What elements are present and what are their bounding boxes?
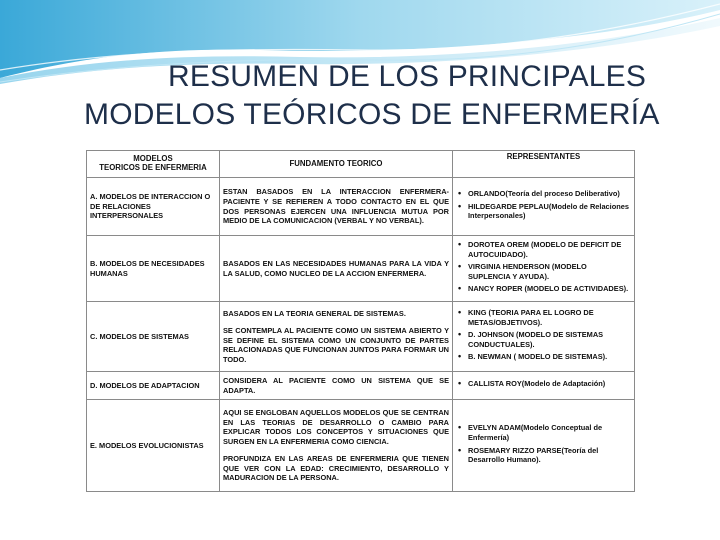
table-row — [87, 178, 635, 236]
representantes-list — [456, 379, 631, 389]
representante-item: • KING (TEORIA PARA EL LOGRO DE METAS/OBJETIVOS). — [468, 308, 631, 327]
representantes-cell — [453, 400, 635, 492]
fundamento-text: CONSIDERA AL PACIENTE COMO UN SISTEMA QUE SE ADAPTA. — [223, 375, 449, 395]
representantes-cell — [453, 236, 635, 302]
title-line-2: MODELOS TEÓRICOS DE ENFERMERÍA — [84, 98, 660, 131]
table-row — [87, 236, 635, 302]
header-models-line-1: MODELOS — [133, 154, 173, 164]
table-row — [87, 302, 635, 372]
models-table — [86, 150, 635, 492]
representantes-cell — [453, 178, 635, 236]
table-row — [87, 400, 635, 492]
model-name: B. MODELOS DE NECESIDADES HUMANAS — [87, 236, 220, 302]
representante-item: • EVELYN ADAM(Modelo Conceptual de Enfermería) — [468, 423, 631, 442]
representantes-cell — [453, 372, 635, 400]
representantes-list — [456, 189, 631, 221]
header-models — [87, 151, 220, 178]
fundamento-text: BASADOS EN LAS NECESIDADES HUMANAS PARA LA VIDA Y LA SALUD, COMO NUCLEO DE LA ACCION ENFERMERA. — [223, 258, 449, 278]
fundamento-text: PROFUNDIZA EN LAS AREAS DE ENFERMERIA QUE TIENEN QUE VER CON LA EDAD: CRECIMIENTO, DESARROLLO Y MADURACION DE LA PERSONA. — [223, 454, 449, 483]
table-header-row — [87, 151, 635, 178]
table-row — [87, 372, 635, 400]
representante-item: • DOROTEA OREM (MODELO DE DEFICIT DE AUTOCUIDADO). — [468, 240, 631, 259]
representante-item: • ROSEMARY RIZZO PARSE(Teoría del Desarrollo Humano). — [468, 446, 631, 465]
representante-item: • NANCY ROPER (MODELO DE ACTIVIDADES). — [468, 284, 631, 294]
fundamento-cell — [220, 302, 453, 372]
model-name: E. MODELOS EVOLUCIONISTAS — [87, 400, 220, 492]
header-models-line-2: TEORICOS DE ENFERMERIA — [99, 163, 207, 172]
representantes-list — [456, 240, 631, 294]
fundamento-cell — [220, 236, 453, 302]
representantes-list — [456, 423, 631, 464]
representante-item: • ORLANDO(Teoría del proceso Deliberativo) — [468, 189, 631, 199]
header-fundamento: FUNDAMENTO TEORICO — [220, 151, 453, 178]
fundamento-cell — [220, 372, 453, 400]
fundamento-text: SE CONTEMPLA AL PACIENTE COMO UN SISTEMA ABIERTO Y SE DEFINE EL SISTEMA COMO UN CONJUNTO DE PARTES RELACIONADAS QUE FUNCIONAN JUNTOS PARA FORMAR UN TODO. — [223, 326, 449, 364]
representante-item: • CALLISTA ROY(Modelo de Adaptación) — [468, 379, 631, 389]
page-title — [0, 58, 720, 134]
model-name: A. MODELOS DE INTERACCION O DE RELACIONES INTERPERSONALES — [87, 178, 220, 236]
title-line-1: RESUMEN DE LOS PRINCIPALES — [168, 60, 647, 93]
fundamento-text: AQUI SE ENGLOBAN AQUELLOS MODELOS QUE SE CENTRAN EN LAS TEORIAS DE DESARROLLO O CAMBIO PARA EXPLICAR TODOS LOS CONCEPTOS Y SITUACIONES QUE SURGEN EN LA ENFERMERIA COMO CIENCIA. — [223, 407, 449, 446]
representante-item: • HILDEGARDE PEPLAU(Modelo de Relaciones Interpersonales) — [468, 202, 631, 221]
representante-item: • VIRGINIA HENDERSON (MODELO SUPLENCIA Y AYUDA). — [468, 262, 631, 281]
representante-item: • B. NEWMAN ( MODELO DE SISTEMAS). — [468, 352, 631, 362]
fundamento-text: ESTAN BASADOS EN LA INTERACCION ENFERMERA-PACIENTE Y SE REFIEREN A TODO CONTACTO EN EL QUE DOS PERSONAS EJERCEN UNA INFLUENCIA MUTUA POR MEDIO DE LA COMUNICACION (VERBAL Y NO VERBAL). — [223, 187, 449, 226]
fundamento-cell — [220, 400, 453, 492]
header-representantes: REPRESENTANTES — [453, 151, 635, 178]
fundamento-cell — [220, 178, 453, 236]
representante-item: • D. JOHNSON (MODELO DE SISTEMAS CONDUCTUALES). — [468, 330, 631, 349]
model-name: D. MODELOS DE ADAPTACION — [87, 372, 220, 400]
representantes-cell — [453, 302, 635, 372]
representantes-list — [456, 308, 631, 362]
model-name: C. MODELOS DE SISTEMAS — [87, 302, 220, 372]
fundamento-text: BASADOS EN LA TEORIA GENERAL DE SISTEMAS. — [223, 308, 406, 318]
